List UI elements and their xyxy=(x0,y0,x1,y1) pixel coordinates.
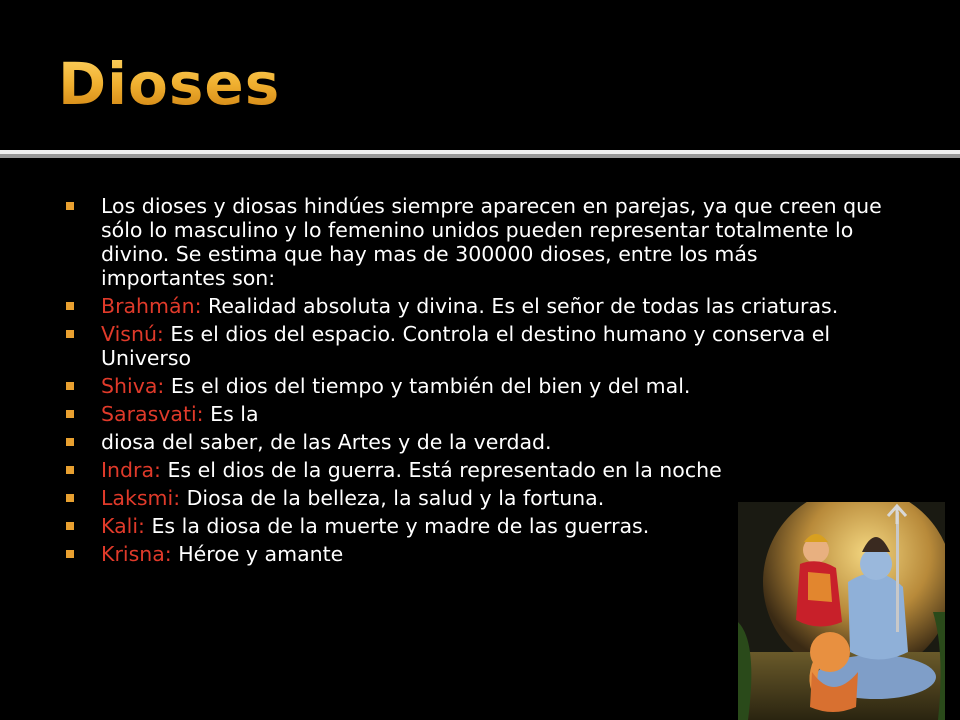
bullet-text: Es el dios del tiempo y también del bien y del mal. xyxy=(164,374,691,398)
bullet-square-icon xyxy=(66,438,74,446)
bullet-square-icon xyxy=(66,410,74,418)
slide-title: Dioses xyxy=(58,50,281,118)
bullet-square-icon xyxy=(66,202,74,210)
bullet-item-indra xyxy=(66,458,886,482)
bullet-square-icon xyxy=(66,466,74,474)
bullet-text: Realidad absoluta y divina. Es el señor de todas las criaturas. xyxy=(201,294,839,318)
bullet-square-icon xyxy=(66,494,74,502)
bullet-item-sarasvati-cont xyxy=(66,430,886,454)
bullet-item-brahman xyxy=(66,294,886,318)
deity-name: Shiva: xyxy=(101,374,165,398)
bullet-text: diosa del saber, de las Artes y de la verdad. xyxy=(101,430,552,454)
bullet-item-shiva xyxy=(66,374,886,398)
bullet-square-icon xyxy=(66,382,74,390)
bullet-square-icon xyxy=(66,550,74,558)
deity-name: Laksmi: xyxy=(101,486,181,510)
bullet-text: Es la xyxy=(203,402,259,426)
deity-name: Indra: xyxy=(101,458,161,482)
bullet-text: Es la diosa de la muerte y madre de las guerras. xyxy=(144,514,650,538)
bullet-square-icon xyxy=(66,522,74,530)
bullet-text: Diosa de la belleza, la salud y la fortuna. xyxy=(180,486,605,510)
title-bar xyxy=(0,0,960,150)
bullet-item-visnu xyxy=(66,322,886,370)
deity-name: Visnú: xyxy=(101,322,164,346)
bullet-text: Los dioses y diosas hindúes siempre aparecen en parejas, ya que creen que sólo lo masculino y lo femenino unidos pueden representar totalmente lo divino. Se estima que hay mas de 300000 dioses, entre los más importantes son: xyxy=(101,194,882,290)
deity-name: Brahmán: xyxy=(101,294,202,318)
bullet-item-intro xyxy=(66,194,886,290)
deity-illustration xyxy=(738,502,945,720)
bullet-item-sarasvati xyxy=(66,402,886,426)
bullet-text: Es el dios del espacio. Controla el destino humano y conserva el Universo xyxy=(101,322,831,370)
shiva-family-image xyxy=(738,502,945,720)
deity-name: Krisna: xyxy=(101,542,172,566)
deity-name: Kali: xyxy=(101,514,145,538)
deity-name: Sarasvati: xyxy=(101,402,204,426)
bullet-square-icon xyxy=(66,302,74,310)
bullet-text: Es el dios de la guerra. Está representado en la noche xyxy=(160,458,722,482)
bullet-text: Héroe y amante xyxy=(171,542,344,566)
title-divider-shadow xyxy=(0,154,960,158)
bullet-square-icon xyxy=(66,330,74,338)
